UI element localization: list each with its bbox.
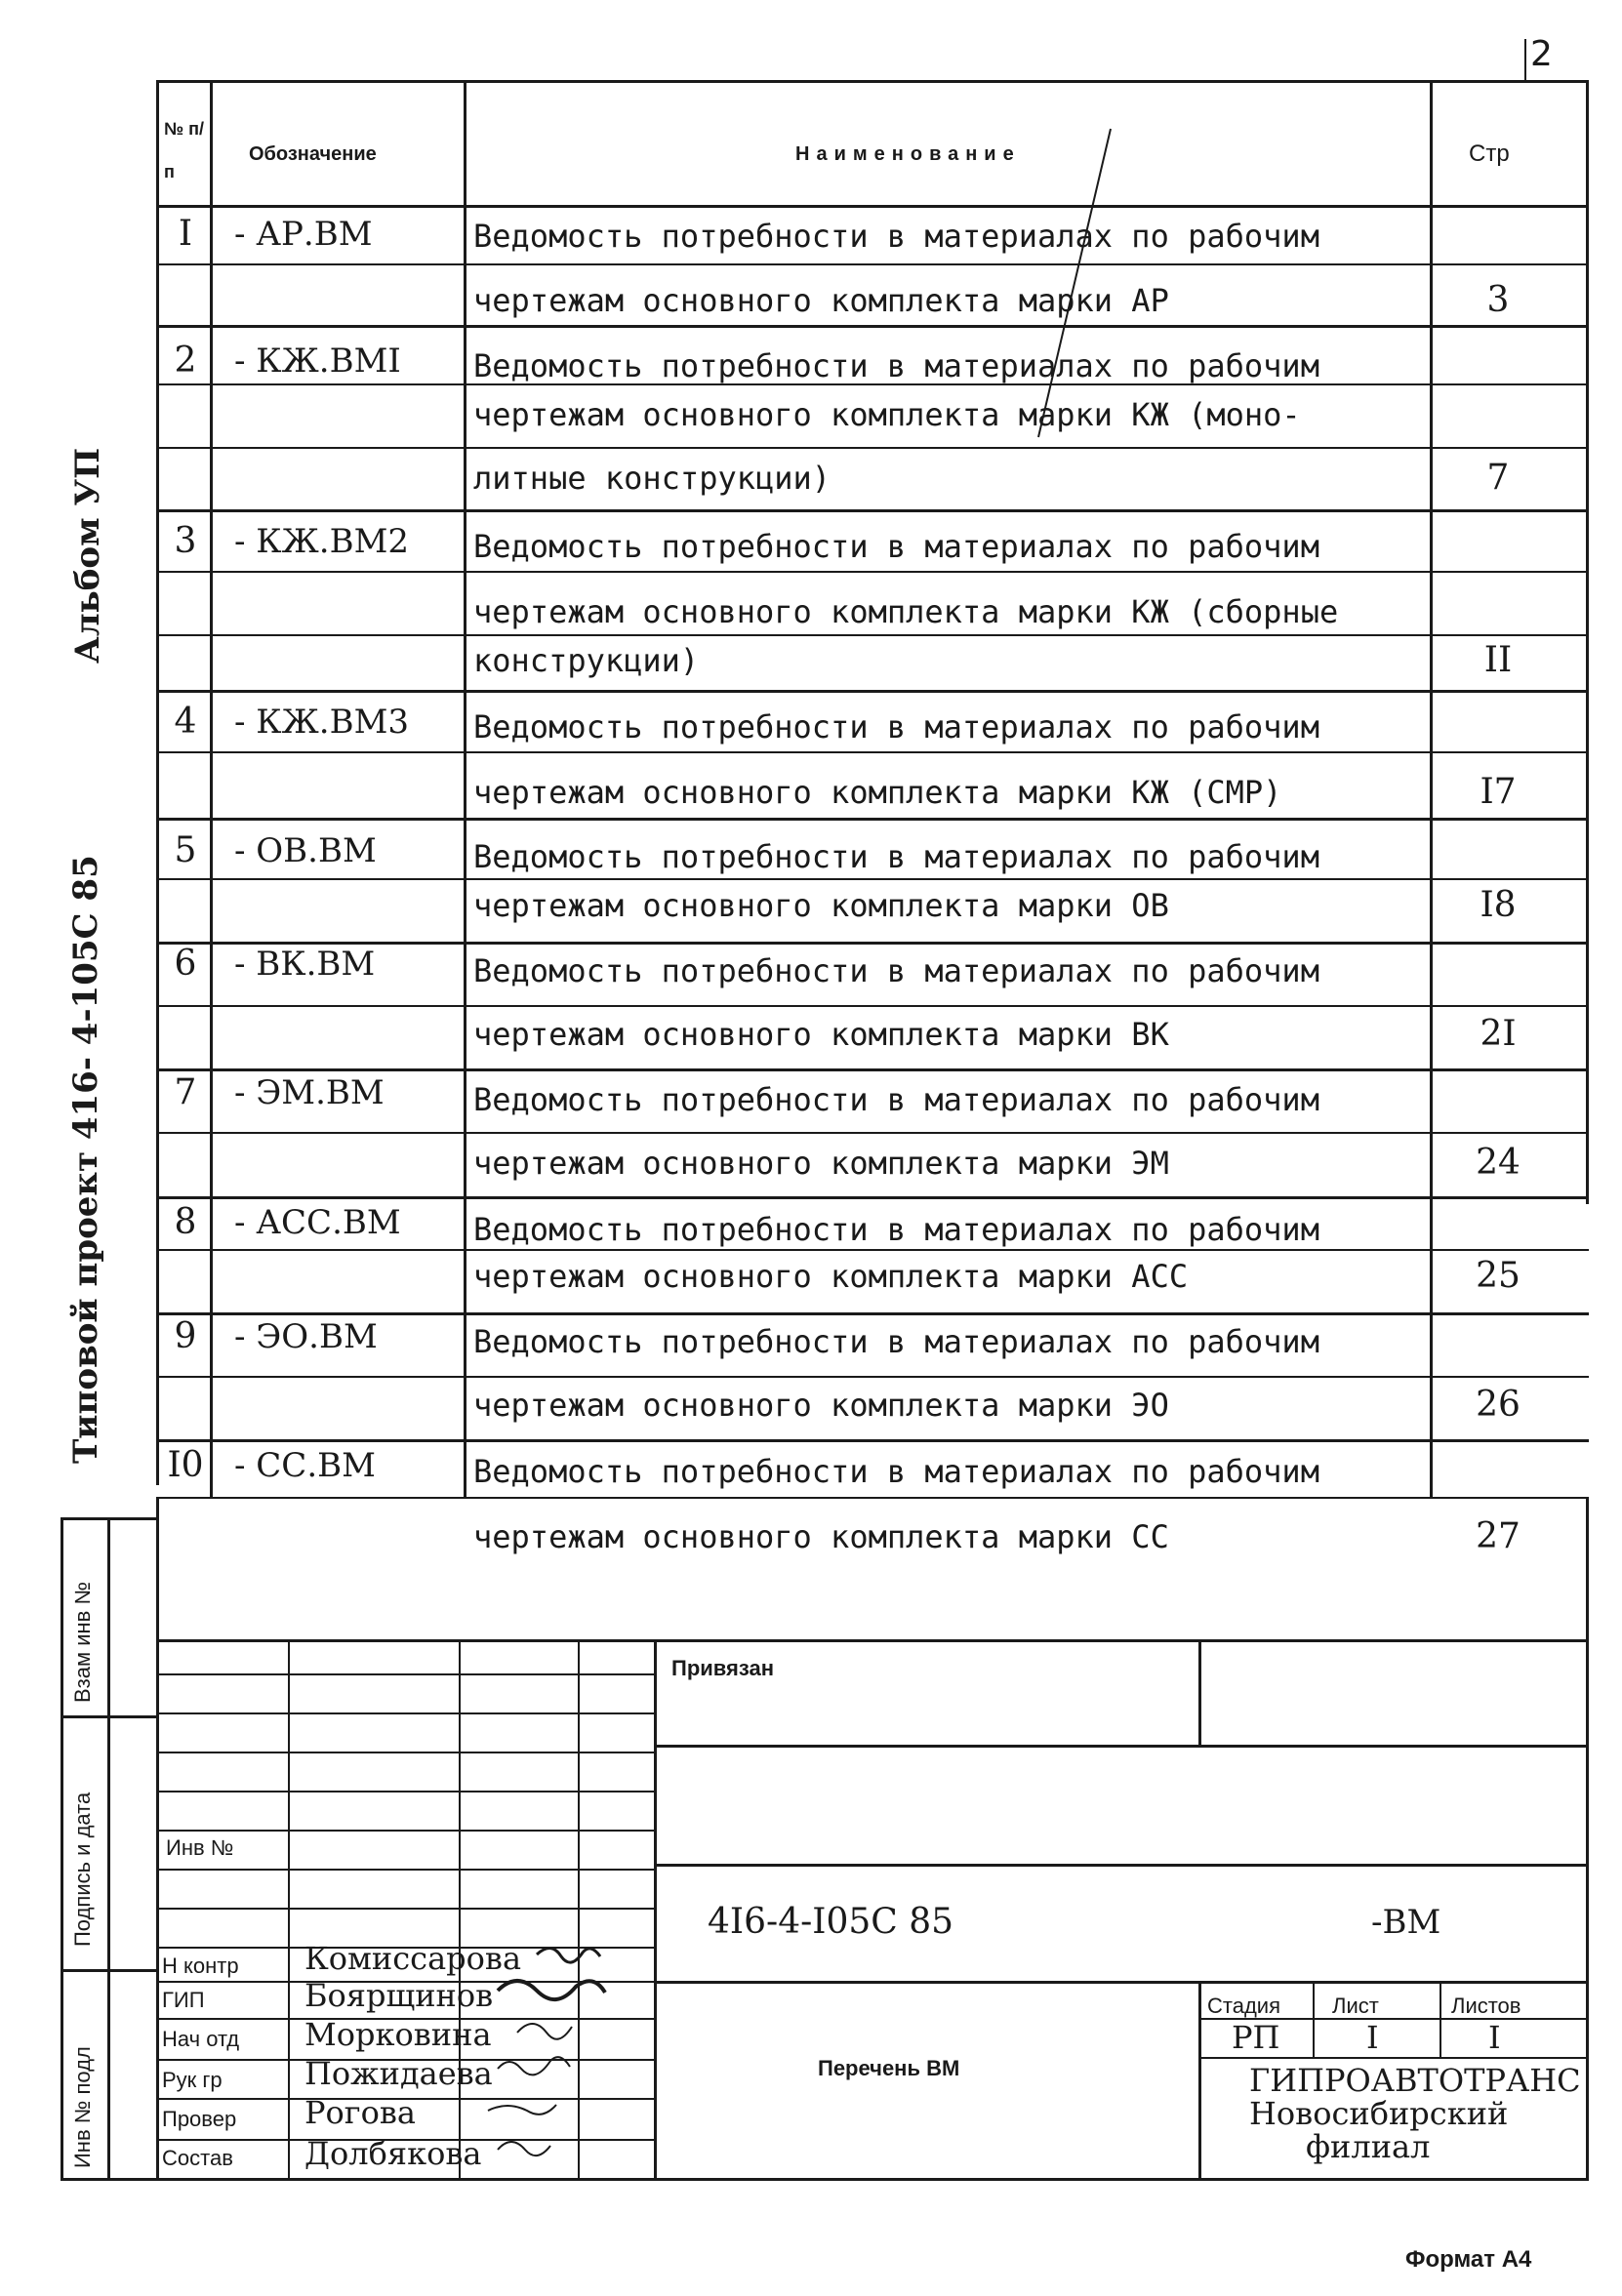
row-8-num: 8 xyxy=(174,1202,197,1242)
row-1-code: - АР.ВМ xyxy=(234,215,373,254)
row-10-code: - СС.ВМ xyxy=(234,1446,376,1485)
sheet-number: 2 xyxy=(1530,34,1553,74)
stamp-podpis-data: Подпись и дата xyxy=(70,1792,95,1947)
pen-stroke xyxy=(1034,127,1113,439)
inv-no-label: Инв № xyxy=(166,1835,234,1860)
stage-value: РП xyxy=(1232,2019,1280,2056)
row-8-code: - АСС.ВМ xyxy=(234,1203,401,1242)
name-prover: Рогова xyxy=(304,2094,416,2131)
header-name: Наименование xyxy=(795,143,1021,165)
doc-suffix: -ВМ xyxy=(1371,1903,1441,1942)
row-5-num: 5 xyxy=(174,830,197,870)
row-2-page: 7 xyxy=(1486,458,1510,498)
row-10-line-2: чертежам основного комплекта марки СС xyxy=(473,1518,1169,1555)
header-num: № п/п xyxy=(164,119,204,181)
row-9-num: 9 xyxy=(174,1316,197,1356)
org-line-3: филиал xyxy=(1306,2128,1431,2165)
row-10-page: 27 xyxy=(1476,1516,1521,1556)
sheet-value: I xyxy=(1366,2019,1379,2056)
row-1-line-1: Ведомость потребности в материалах по рабочим xyxy=(473,218,1319,255)
role-prover: Провер xyxy=(162,2107,237,2131)
name-n-kontr: Комиссарова xyxy=(304,1940,522,1977)
row-10-num: I0 xyxy=(167,1445,204,1485)
row-9-page: 26 xyxy=(1476,1385,1521,1425)
signature-marks xyxy=(459,1937,654,2176)
role-n-kontr: Н контр xyxy=(162,1954,239,1978)
row-2-line-2: чертежам основного комплекта марки КЖ (моно- xyxy=(473,396,1301,433)
row-4-code: - КЖ.ВМ3 xyxy=(234,703,410,742)
header-designation: Обозначение xyxy=(249,143,377,165)
row-2-code: - КЖ.ВМI xyxy=(234,342,401,381)
row-3-line-3: конструкции) xyxy=(473,642,700,679)
project-label: Типовой проект 416- 4-105С 85 xyxy=(66,855,105,1464)
doc-title: Перечень ВМ xyxy=(818,2056,960,2080)
row-8-line-1: Ведомость потребности в материалах по рабочим xyxy=(473,1211,1319,1248)
role-sostav: Состав xyxy=(162,2146,233,2170)
row-1-line-2: чертежам основного комплекта марки АР xyxy=(473,282,1169,319)
header-page: Стр xyxy=(1469,141,1510,167)
format-label: Формат А4 xyxy=(1405,2246,1532,2273)
row-3-page: II xyxy=(1483,640,1513,680)
row-1-page: 3 xyxy=(1486,280,1510,320)
album-label: Альбом УП xyxy=(68,447,107,664)
row-4-line-2: чертежам основного комплекта марки КЖ (СМР) xyxy=(473,774,1282,811)
row-10-line-1: Ведомость потребности в материалах по рабочим xyxy=(473,1453,1319,1490)
row-9-line-2: чертежам основного комплекта марки ЭО xyxy=(473,1387,1169,1424)
row-4-line-1: Ведомость потребности в материалах по рабочим xyxy=(473,708,1319,745)
name-sostav: Долбякова xyxy=(304,2135,482,2172)
row-5-line-2: чертежам основного комплекта марки ОВ xyxy=(473,887,1169,924)
org-line-1: ГИПРОАВТОТРАНС xyxy=(1249,2062,1581,2099)
row-1-num: I xyxy=(178,214,193,254)
row-3-line-2: чертежам основного комплекта марки КЖ (сборные xyxy=(473,593,1339,630)
sheet-header: Лист xyxy=(1332,1994,1379,2018)
row-7-page: 24 xyxy=(1476,1143,1521,1183)
row-9-code: - ЭО.ВМ xyxy=(234,1317,378,1356)
sheets-value: I xyxy=(1488,2019,1501,2056)
stamp-vzam-inv: Взам инв № xyxy=(70,1581,95,1703)
row-6-line-1: Ведомость потребности в материалах по рабочим xyxy=(473,952,1319,989)
row-8-line-2: чертежам основного комплекта марки АСС xyxy=(473,1258,1189,1295)
row-5-page: I8 xyxy=(1480,885,1517,925)
name-nach-otd: Морковина xyxy=(304,2016,492,2053)
row-6-num: 6 xyxy=(174,944,197,984)
name-gip: Боярщинов xyxy=(304,1977,494,2014)
row-9-line-1: Ведомость потребности в материалах по рабочим xyxy=(473,1323,1319,1360)
row-7-num: 7 xyxy=(174,1072,197,1112)
row-7-line-1: Ведомость потребности в материалах по рабочим xyxy=(473,1081,1319,1118)
row-3-line-1: Ведомость потребности в материалах по рабочим xyxy=(473,528,1319,565)
row-6-page: 2I xyxy=(1480,1014,1517,1054)
role-nach-otd: Нач отд xyxy=(162,2027,240,2051)
row-2-line-1: Ведомость потребности в материалах по рабочим xyxy=(473,347,1319,384)
role-ruk-gr: Рук гр xyxy=(162,2068,223,2092)
sheets-header: Листов xyxy=(1451,1994,1521,2018)
privyazan-label: Привязан xyxy=(671,1656,775,1680)
row-2-num: 2 xyxy=(174,341,197,381)
doc-code: 4I6-4-I05С 85 xyxy=(708,1902,954,1942)
row-6-line-2: чертежам основного комплекта марки ВК xyxy=(473,1016,1169,1053)
role-gip: ГИП xyxy=(162,1988,205,2012)
row-3-num: 3 xyxy=(174,521,197,561)
row-3-code: - КЖ.ВМ2 xyxy=(234,522,410,561)
row-5-line-1: Ведомость потребности в материалах по рабочим xyxy=(473,838,1319,875)
row-6-code: - ВК.ВМ xyxy=(234,945,376,984)
org-line-2: Новосибирский xyxy=(1249,2095,1509,2132)
row-7-line-2: чертежам основного комплекта марки ЭМ xyxy=(473,1145,1169,1182)
row-8-page: 25 xyxy=(1476,1256,1521,1296)
stage-header: Стадия xyxy=(1207,1994,1280,2018)
row-2-line-3: литные конструкции) xyxy=(473,460,831,497)
stamp-inv-podl: Инв № подл xyxy=(70,2046,95,2168)
name-ruk-gr: Пожидаева xyxy=(304,2055,493,2092)
row-7-code: - ЭМ.ВМ xyxy=(234,1073,385,1112)
row-4-page: I7 xyxy=(1480,772,1517,812)
row-4-num: 4 xyxy=(174,702,197,742)
row-5-code: - ОВ.ВМ xyxy=(234,831,377,870)
